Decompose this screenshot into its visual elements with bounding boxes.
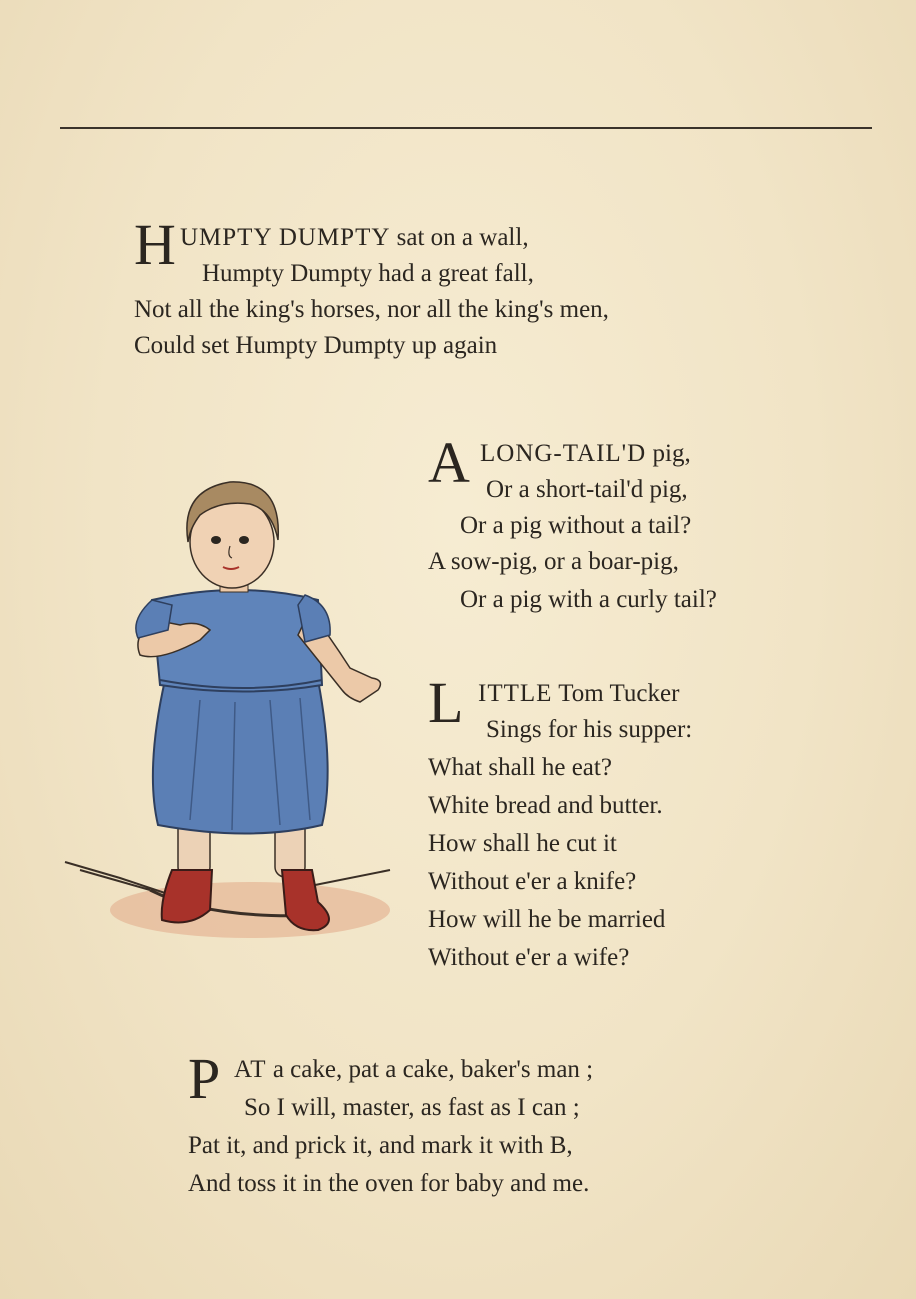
- small-caps-text: AT: [234, 1056, 267, 1083]
- poem-line: Pat it, and prick it, and mark it with B,: [188, 1132, 573, 1159]
- line-text: sat on a wall,: [390, 224, 529, 251]
- poem-line: A sow-pig, or a boar-pig,: [428, 548, 679, 575]
- small-caps-text: UMPTY DUMPTY: [180, 224, 391, 251]
- line-text: Tom Tucker: [552, 680, 680, 707]
- poem-line: [234, 1052, 593, 1088]
- header-rule: [60, 127, 872, 129]
- poem-line: How will he be married: [428, 906, 666, 933]
- drop-cap: L: [428, 670, 464, 735]
- poem-line: Without e'er a wife?: [428, 944, 630, 971]
- dress-skirt: [153, 680, 328, 834]
- poem-line: What shall he eat?: [428, 754, 612, 781]
- child-illustration: [60, 470, 400, 940]
- small-caps-text: ITTLE: [478, 680, 553, 707]
- poem-line: White bread and butter.: [428, 792, 663, 819]
- poem-line: [480, 436, 691, 472]
- poem-line: Humpty Dumpty had a great fall,: [202, 260, 534, 287]
- right-eye: [239, 536, 249, 544]
- poem-line: Not all the king's horses, nor all the king's men,: [134, 296, 609, 323]
- poem-line: Or a pig with a curly tail?: [460, 586, 717, 613]
- left-shoe: [162, 870, 212, 922]
- drop-cap: H: [134, 212, 176, 277]
- poem-line: Could set Humpty Dumpty up again: [134, 332, 498, 359]
- drop-cap: P: [188, 1046, 221, 1111]
- left-eye: [211, 536, 221, 544]
- small-caps-text: LONG-TAIL'D: [480, 440, 647, 467]
- drop-cap: A: [428, 430, 470, 495]
- poem-line: Or a short-tail'd pig,: [486, 476, 688, 503]
- poem-line: [180, 220, 529, 256]
- poem-line: Or a pig without a tail?: [460, 512, 692, 539]
- line-text: pig,: [646, 440, 691, 467]
- poem-line: How shall he cut it: [428, 830, 617, 857]
- poem-line: [478, 676, 679, 712]
- poem-line: So I will, master, as fast as I can ;: [244, 1094, 580, 1121]
- poem-line: Without e'er a knife?: [428, 868, 637, 895]
- poem-line: Sings for his supper:: [486, 716, 693, 743]
- line-text: a cake, pat a cake, baker's man ;: [266, 1056, 594, 1083]
- poem-line: And toss it in the oven for baby and me.: [188, 1170, 590, 1197]
